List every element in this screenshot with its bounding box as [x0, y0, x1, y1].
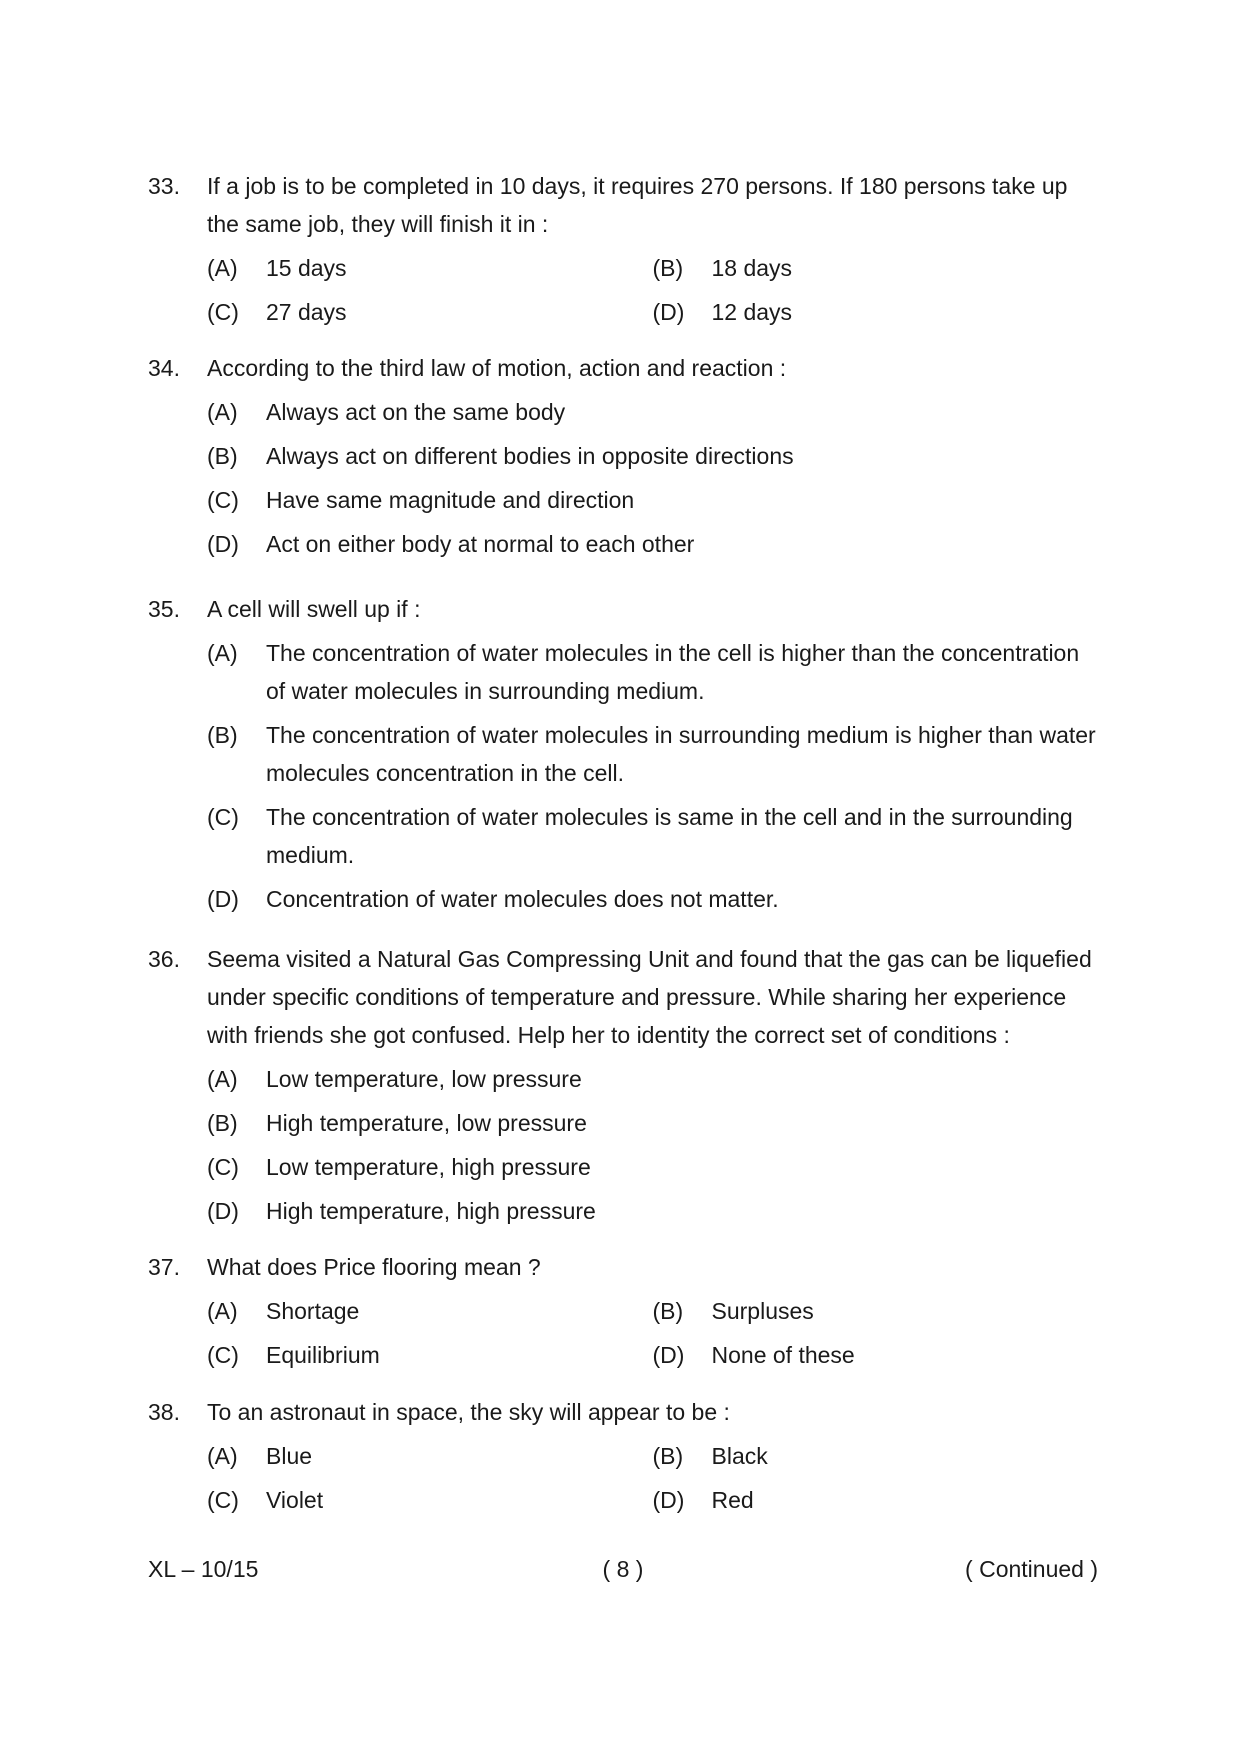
question-33 [148, 167, 1098, 331]
option-text: The concentration of water molecules is same in the cell and in the surrounding medium. [266, 804, 1073, 868]
option-text: Low temperature, low pressure [266, 1066, 582, 1092]
option-text: Have same magnitude and direction [266, 487, 635, 513]
option-letter: (B) [207, 443, 238, 469]
option-a [207, 1292, 653, 1330]
option-a [207, 249, 653, 287]
options [207, 1437, 1098, 1519]
option-a [207, 634, 1098, 710]
question-number: 36. [148, 946, 180, 972]
option-text: 15 days [266, 255, 347, 281]
question-35 [148, 590, 1098, 918]
option-text: Shortage [266, 1298, 360, 1324]
option-letter: (D) [207, 531, 239, 557]
option-letter: (A) [207, 399, 238, 425]
option-text: Concentration of water molecules does not matter. [266, 886, 779, 912]
question-text: To an astronaut in space, the sky will appear to be : [207, 1399, 730, 1425]
option-letter: (C) [207, 1487, 239, 1513]
question-36 [148, 940, 1098, 1230]
option-letter: (C) [207, 487, 239, 513]
option-c [207, 1148, 1098, 1186]
option-text: The concentration of water molecules in surrounding medium is higher than water molecules concentration in the cell. [266, 722, 1096, 786]
options [207, 249, 1098, 331]
question-number: 37. [148, 1254, 180, 1280]
question-text: Seema visited a Natural Gas Compressing Unit and found that the gas can be liquefied under specific conditions of temperature and pressure. While sharing her experience with friends she got confused. Help her to identity the correct set of conditions : [207, 946, 1092, 1048]
option-letter: (D) [652, 1487, 685, 1513]
option-b [653, 1292, 1099, 1330]
question-text: According to the third law of motion, action and reaction : [207, 355, 787, 381]
option-letter: (D) [652, 299, 685, 325]
options [207, 1060, 1098, 1230]
option-text: None of these [711, 1342, 855, 1368]
option-letter: (A) [207, 1443, 238, 1469]
option-d [653, 1481, 1099, 1519]
option-letter: (A) [207, 1298, 238, 1324]
page-footer [148, 1550, 1098, 1588]
option-letter: (C) [207, 1342, 239, 1368]
option-letter: (C) [207, 299, 239, 325]
option-text: Equilibrium [266, 1342, 380, 1368]
option-text: High temperature, low pressure [266, 1110, 587, 1136]
option-text: 12 days [711, 299, 793, 325]
options [207, 1292, 1098, 1374]
question-number: 34. [148, 355, 180, 381]
option-letter: (A) [207, 1066, 238, 1092]
options [207, 393, 1098, 563]
continued-label: ( Continued ) [965, 1556, 1098, 1582]
question-text: What does Price flooring mean ? [207, 1254, 541, 1280]
option-d [207, 525, 1098, 563]
option-letter: (B) [207, 1110, 238, 1136]
option-d [653, 293, 1099, 331]
option-letter: (B) [207, 722, 238, 748]
question-number: 38. [148, 1399, 180, 1425]
question-number: 33. [148, 173, 180, 199]
option-letter: (B) [652, 1443, 684, 1469]
option-letter: (A) [207, 640, 238, 666]
option-letter: (C) [207, 1154, 239, 1180]
option-text: 18 days [711, 255, 793, 281]
option-b [653, 1437, 1099, 1475]
question-number: 35. [148, 596, 180, 622]
option-text: Act on either body at normal to each other [266, 531, 695, 557]
option-letter: (D) [207, 886, 239, 912]
option-text: Black [711, 1443, 768, 1469]
option-b [207, 437, 1098, 475]
option-b [207, 1104, 1098, 1142]
option-letter: (B) [652, 1298, 684, 1324]
option-c [207, 798, 1098, 874]
option-text: Low temperature, high pressure [266, 1154, 591, 1180]
options [207, 634, 1098, 918]
option-letter: (A) [207, 255, 238, 281]
question-37 [148, 1248, 1098, 1374]
question-text: A cell will swell up if : [207, 596, 421, 622]
option-letter: (C) [207, 804, 239, 830]
option-letter: (D) [652, 1342, 685, 1368]
question-34 [148, 349, 1098, 563]
option-text: Surpluses [711, 1298, 814, 1324]
option-letter: (D) [207, 1198, 239, 1224]
option-text: High temperature, high pressure [266, 1198, 596, 1224]
option-a [207, 1437, 653, 1475]
option-c [207, 293, 653, 331]
option-letter: (B) [652, 255, 684, 281]
option-c [207, 1336, 653, 1374]
option-a [207, 393, 1098, 431]
paper-code: XL – 10/15 [148, 1556, 259, 1582]
option-text: Blue [266, 1443, 313, 1469]
option-a [207, 1060, 1098, 1098]
option-c [207, 1481, 653, 1519]
question-38 [148, 1393, 1098, 1519]
question-text: If a job is to be completed in 10 days, it requires 270 persons. If 180 persons take up the same job, they will finish it in : [207, 173, 1068, 237]
option-d [207, 1192, 1098, 1230]
option-c [207, 481, 1098, 519]
option-b [653, 249, 1099, 287]
option-text: Violet [266, 1487, 324, 1513]
option-text: Red [711, 1487, 754, 1513]
page-number: ( 8 ) [602, 1556, 644, 1582]
option-text: 27 days [266, 299, 347, 325]
option-text: The concentration of water molecules in the cell is higher than the concentration of water molecules in surrounding medium. [266, 640, 1080, 704]
option-d [207, 880, 1098, 918]
option-text: Always act on the same body [266, 399, 566, 425]
option-d [653, 1336, 1099, 1374]
option-b [207, 716, 1098, 792]
option-text: Always act on different bodies in opposite directions [266, 443, 794, 469]
